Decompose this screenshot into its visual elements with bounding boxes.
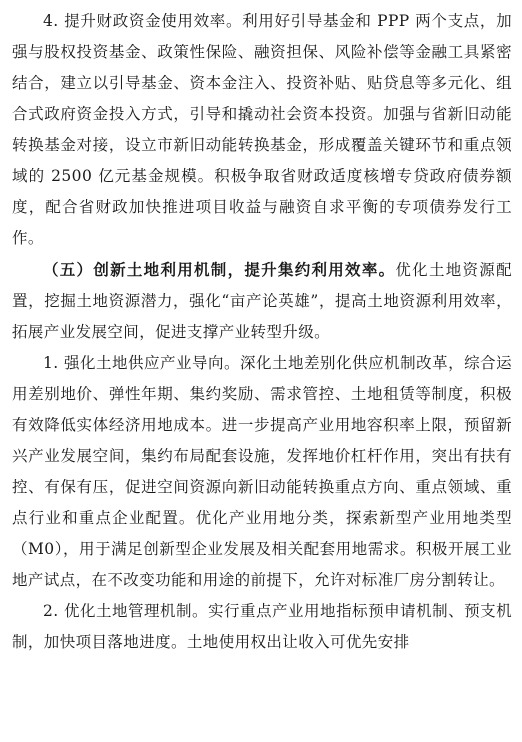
paragraph-land-management xyxy=(12,596,512,658)
paragraph-land-supply xyxy=(12,348,512,596)
paragraph-fiscal-efficiency xyxy=(12,6,512,254)
paragraph-text: 1. 强化土地供应产业导向。深化土地差别化供应机制改革，综合运用差别地价、弹性年期、集约奖励、需求管控、土地租赁等制度，积极有效降低实体经济用地成本。进一步提高产业用地容积率上限，预留新兴产业发展空间，集约布局配套设施，发挥地价杠杆作用，突出有扶有控、有保有压，促进空间资源向新旧动能转换重点方向、重点领域、重点行业和重点企业配置。优化产业用地分类，探索新型产业用地类型（M0），用于满足创新型企业发展及相关配套用地需求。积极开展工业地产试点，在不改变功能和用途的前提下，允许对标准厂房分割转让。 xyxy=(12,354,512,589)
paragraph-text: 优化土地资源配置，挖掘土地资源潜力，强化“亩产论英雄”，提高土地资源利用效率，拓展产业发展空间，促进支撑产业转型升级。 xyxy=(12,261,512,341)
section-heading: （五）创新土地利用机制，提升集约利用效率。 xyxy=(43,260,396,279)
paragraph-text: 4. 提升财政资金使用效率。利用好引导基金和 PPP 两个支点，加强与股权投资基金、政策性保险、融资担保、风险补偿等金融工具紧密结合，建立以引导基金、资本金注入、投资补贴、贴贷息等多元化、组合式政府资金投入方式，引导和撬动社会资本投资。加强与省新旧动能转换基金对接，设立市新旧动能转换基金，形成覆盖关键环节和重点领域的 2500 亿元基金规模。积极争取省财政适度核增专贷政府债券额度，配合省财政加快推进项目收益与融资自求平衡的专项债券发行工作。 xyxy=(12,12,512,247)
paragraph-text: 2. 优化土地管理机制。实行重点产业用地指标预申请机制、预支机制，加快项目落地进度。土地使用权出让收入可优先安排 xyxy=(12,602,512,651)
paragraph-land-mechanism xyxy=(12,254,512,348)
